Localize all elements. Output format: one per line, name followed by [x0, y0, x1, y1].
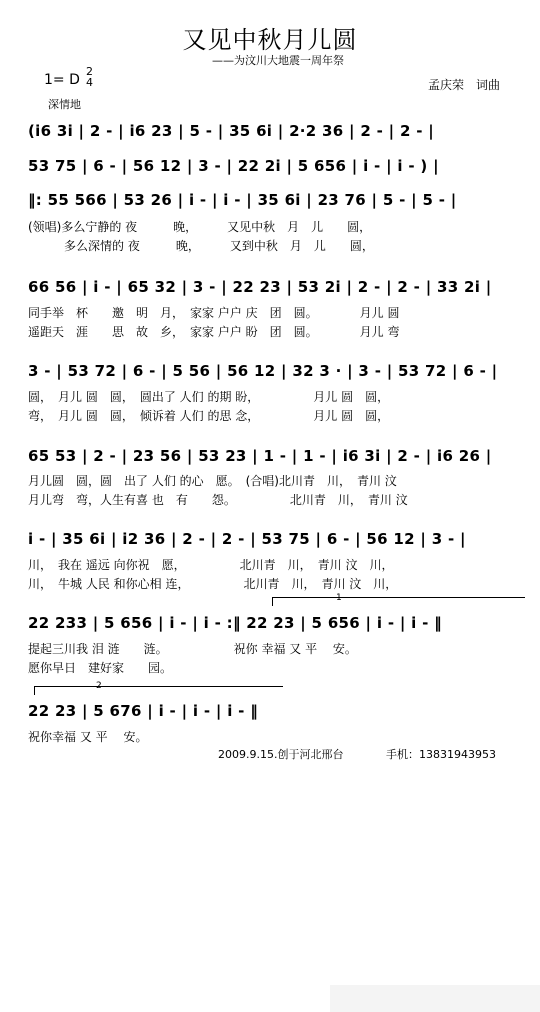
- music-row: 22 23 | 5 676 | i - | i - | i - ‖: [28, 702, 259, 720]
- composer: 孟庆荣 词曲: [428, 78, 501, 92]
- music-row: 65 53 | 2 - | 23 56 | 53 23 | 1 - | 1 - | i6 3i | 2 - | i6 26 |: [28, 447, 492, 465]
- time-top: 2: [86, 65, 93, 78]
- key-signature: 1= D: [44, 72, 80, 88]
- time-bottom: 4: [86, 76, 93, 89]
- time-signature: [86, 66, 93, 88]
- song-title: 又见中秋月儿圆: [182, 26, 358, 54]
- music-row: 53 75 | 6 - | 56 12 | 3 - | 22 2i | 5 656 | i - | i - ) |: [28, 157, 439, 175]
- lyric-line: 同手举 杯 邀 明 月， 家家 户户 庆 团 圆。 月儿 圆: [28, 306, 400, 320]
- lyric-line: 月儿圆 圆，圆 出了 人们 的心 愿。 (合唱)北川青 川， 青川 汶: [28, 474, 397, 488]
- lyric-line: 遥距天 涯 思 故 乡， 家家 户户 盼 团 圆。 月儿 弯: [28, 325, 400, 339]
- volta-number: 2: [96, 681, 102, 691]
- lyric-line: 川， 牛城 人民 和你心相 连， 北川青 川， 青川 汶 川，: [28, 577, 398, 591]
- scan-shadow: [330, 985, 540, 1012]
- lyric-line: 祝你幸福 又 平 安。: [28, 730, 148, 744]
- lyric-line: 圆， 月儿 圆 圆， 圆出了 人们 的期 盼， 月儿 圆 圆，: [28, 390, 390, 404]
- lyric-line: 提起三川我 泪 涟 涟。 祝你 幸福 又 平 安。: [28, 642, 357, 656]
- volta-bracket-1: [272, 597, 525, 606]
- lyric-line: 川， 我在 遥远 向你祝 愿， 北川青 川， 青川 汶 川，: [28, 558, 394, 572]
- volta-number: 1: [336, 593, 342, 603]
- song-subtitle: ——为汶川大地震一周年祭: [212, 54, 344, 67]
- tempo-marking: 深情地: [48, 98, 81, 111]
- volta-bracket-2: [34, 686, 283, 695]
- footer-phone: 手机：13831943953: [386, 748, 496, 761]
- lyric-line: 弯， 月儿 圆 圆， 倾诉着 人们 的思 念， 月儿 圆 圆，: [28, 409, 390, 423]
- music-row: 22 233 | 5 656 | i - | i - :‖ 22 23 | 5 656 | i - | i - ‖: [28, 614, 442, 632]
- footer-date: 2009.9.15.创于河北邢台: [218, 748, 344, 761]
- lyric-line: 月儿弯 弯，人生有喜 也 有 怨。 北川青 川， 青川 汶: [28, 493, 408, 507]
- music-row: ‖: 55 566 | 53 26 | i - | i - | 35 6i | 23 76 | 5 - | 5 - |: [28, 191, 457, 209]
- lyric-line: (领唱)多么宁静的 夜 晚， 又见中秋 月 儿 圆，: [28, 220, 372, 234]
- lyric-line: 多么深情的 夜 晚， 又到中秋 月 儿 圆，: [28, 239, 374, 253]
- music-row: i - | 35 6i | i2 36 | 2 - | 2 - | 53 75 | 6 - | 56 12 | 3 - |: [28, 530, 466, 548]
- music-row: 3 - | 53 72 | 6 - | 5 56 | 56 12 | 32 3 · | 3 - | 53 72 | 6 - |: [28, 362, 498, 380]
- lyric-line: 愿你早日 建好家 园。: [28, 661, 173, 675]
- music-row: (i6 3i | 2 - | i6 23 | 5 - | 35 6i | 2·2 36 | 2 - | 2 - |: [28, 122, 435, 140]
- music-row: 66 56 | i - | 65 32 | 3 - | 22 23 | 53 2i | 2 - | 2 - | 33 2i |: [28, 278, 492, 296]
